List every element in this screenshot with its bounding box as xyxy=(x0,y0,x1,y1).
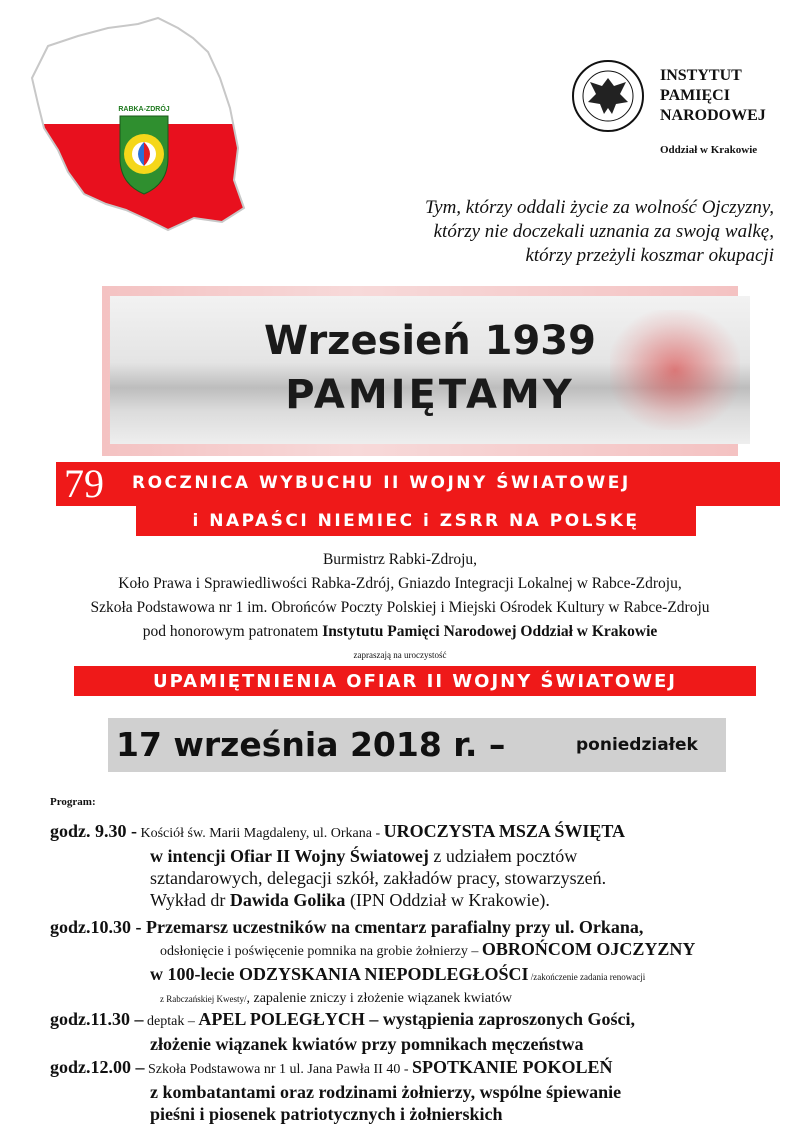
invitation-text: zapraszają na uroczystość xyxy=(353,650,447,660)
patronage-line xyxy=(20,620,780,644)
organizers xyxy=(20,548,780,644)
program-event: SPOTKANIE POKOLEŃ xyxy=(412,1057,613,1077)
anniversary-line: ROCZNICA WYBUCHU II WOJNY ŚWIATOWEJ xyxy=(132,473,631,493)
program-event: UROCZYSTA MSZA ŚWIĘTA xyxy=(383,821,626,841)
event-date: 17 września 2018 r. – xyxy=(116,725,506,764)
program-text: złożenie wiązanek kwiatów przy pomnikach męczeństwa xyxy=(150,1034,584,1054)
town-crest-icon xyxy=(120,116,168,194)
banner-title: Wrzesień 1939 xyxy=(264,318,596,364)
anniversary-number: 79 xyxy=(64,461,104,506)
dedication-line: którzy przeżyli koszmar okupacji xyxy=(525,245,774,266)
program-text: pieśni i piosenek patriotycznych i żołnierskich xyxy=(150,1104,503,1124)
ipn-branch: Oddział w Krakowie xyxy=(660,144,758,156)
program-event: w intencji Ofiar II Wojny Światowej xyxy=(150,846,429,866)
ipn-name xyxy=(660,66,766,126)
ipn-name-line: PAMIĘCI xyxy=(660,87,730,104)
commemoration-title: UPAMIĘTNIENIA OFIAR II WOJNY ŚWIATOWEJ xyxy=(153,671,677,692)
program-place: Kościół św. Marii Magdaleny, ul. Orkana - xyxy=(137,826,384,841)
map-badge-label: RABKA-ZDRÓJ xyxy=(118,106,170,113)
program-place: Szkoła Podstawowa nr 1 ul. Jana Pawła II 40 - xyxy=(144,1062,413,1077)
program-label: Program: xyxy=(50,796,96,808)
program-text: , zapalenie zniczy i złożenie wiązanek kwiatów xyxy=(246,991,512,1006)
program-note: /zakończenie zadania renowacji xyxy=(528,972,646,982)
program-item xyxy=(50,820,790,911)
organizer-line: Burmistrz Rabki-Zdroju, xyxy=(322,551,478,568)
program-text: odsłonięcie i poświęcenie pomnika na grobie żołnierzy – xyxy=(160,944,482,959)
event-weekday: poniedziałek xyxy=(576,735,698,755)
program-time: godz.11.30 – xyxy=(50,1009,144,1029)
program-note: z Rabczańskiej Kwesty/ xyxy=(160,994,247,1004)
program-item xyxy=(50,1056,790,1125)
banner-subtitle: PAMIĘTAMY xyxy=(285,372,575,418)
program-speaker: Dawida Golika xyxy=(229,890,346,910)
ipn-name-line: INSTYTUT xyxy=(660,67,742,84)
dedication-line: którzy nie doczekali uznania za swoją walkę, xyxy=(433,221,774,242)
organizer-line: Koło Prawa i Sprawiedliwości Rabka-Zdrój, Gniazdo Integracji Lokalnej w Rabce-Zdroju, xyxy=(118,575,682,592)
ipn-eagle-seal-icon xyxy=(570,58,646,134)
program-item xyxy=(50,1008,790,1055)
program-event: Przemarsz uczestników na cmentarz parafialny przy ul. Orkana, xyxy=(141,917,644,937)
poland-map-logo xyxy=(8,8,258,238)
program-text: sztandarowych, delegacji szkół, zakładów pracy, stowarzyszeń. xyxy=(150,868,607,888)
dedication-line: Tym, którzy oddali życie za wolność Ojczyzny, xyxy=(425,197,774,218)
program-event: w 100-lecie xyxy=(150,964,239,984)
program-text: z udziałem pocztów xyxy=(428,846,578,866)
program-text: Wykład dr xyxy=(150,890,230,910)
program-time: godz.10.30 - xyxy=(50,917,142,937)
patronage-institution: Instytutu Pamięci Narodowej Oddział w Krakowie xyxy=(322,623,658,640)
program-place: deptak – xyxy=(143,1014,199,1029)
program-text: (IPN Oddział w Krakowie). xyxy=(345,890,550,910)
program-time: godz.12.00 – xyxy=(50,1057,145,1077)
program-time: godz. 9.30 - xyxy=(50,821,137,841)
organizer-line: Szkoła Podstawowa nr 1 im. Obrońców Poczty Polskiej i Miejski Ośrodek Kultury w Rabce-Zdroju xyxy=(90,599,710,616)
ipn-name-line: NARODOWEJ xyxy=(660,107,766,124)
patronage-prefix: pod honorowym patronatem xyxy=(142,623,323,640)
program-item xyxy=(50,916,790,1010)
program-event: APEL POLEGŁYCH – wystąpienia zaproszonych Gości, xyxy=(198,1009,636,1029)
program-event: ODZYSKANIA NIEPODLEGŁOŚCI xyxy=(238,964,529,984)
program-text: z kombatantami oraz rodzinami żołnierzy, wspólne śpiewanie xyxy=(150,1082,622,1102)
anniversary-line-secondary: i NAPAŚCI NIEMIEC i ZSRR NA POLSKĘ xyxy=(192,511,640,531)
dedication-text xyxy=(254,196,774,268)
program-event: OBROŃCOM OJCZYZNY xyxy=(481,939,696,959)
